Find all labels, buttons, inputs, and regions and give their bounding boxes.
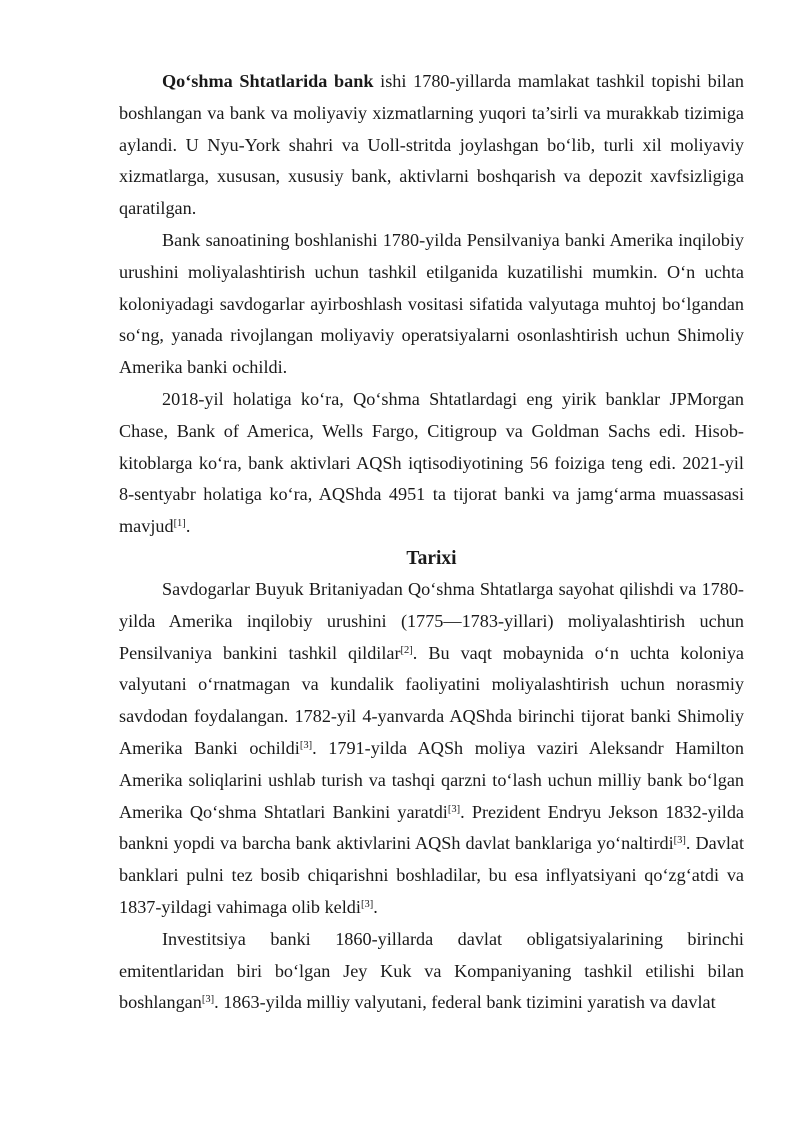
paragraph-text: . Prezident Endryu Jekson 1832-yilda bankni yopdi va barcha bank aktivlarini AQSh davlat banklariga yo‘naltirdi [119, 801, 744, 854]
paragraph-text: . Bu vaqt mobaynida o‘n uchta koloniya valyutani o‘rnatmagan va kundalik faoliyatini moliyalashtirish uchun norasmiy savdodan foydalangan. 1782-yil 4-yanvarda AQShda birinchi tijorat banki Shimoliy Amerika Banki ochildi [119, 642, 744, 758]
footnote-ref[interactable]: [3] [299, 739, 313, 751]
paragraph-history-1 [119, 574, 744, 924]
paragraph-text: . 1863-yilda milliy valyutani, federal bank tizimini yaratish va davlat [214, 992, 716, 1013]
paragraph-text: . [373, 896, 378, 917]
footnote-ref[interactable]: [1] [173, 518, 186, 530]
footnote-ref[interactable]: [3] [447, 803, 461, 815]
paragraph-text: Bank sanoatining boshlanishi 1780-yilda Pensilvaniya banki Amerika inqilobiy urushini moliyalashtirish uchun tashkil etilganida kuzatilishi mumkin. O‘n uchta koloniyadagi savdogarlar ayirboshlash vositasi sifatida valyutaga muhtoj bo‘lgandan so‘ng, yanada rivojlangan moliyaviy operatsiyalarni osonlashtirish uchun Shimoliy Amerika banki ochildi. [119, 229, 744, 378]
paragraph-bank-industry [119, 225, 744, 384]
footnote-ref[interactable]: [3] [201, 994, 215, 1006]
bold-lead: Qo‘shma Shtatlarida bank [162, 71, 374, 91]
paragraph-largest-banks [119, 384, 744, 543]
paragraph-text: Savdogarlar Buyuk Britaniyadan Qo‘shma Shtatlarga sayohat qilishdi va 1780-yilda Amerika inqilobiy urushini (1775—1783-yillari) moliyalashtirish uchun Pensilvaniya bankini tashkil qildilar [119, 578, 744, 663]
section-heading: Tarixi [406, 547, 457, 569]
footnote-ref[interactable]: [2] [400, 644, 413, 656]
paragraph-text: . 1791-yilda AQSh moliya vaziri Aleksandr Hamilton Amerika soliqlarini ushlab turish va tashqi qarzni to‘lash uchun milliy bank bo‘lgan Amerika Qo‘shma Shtatlari Bankini yaratdi [119, 737, 744, 822]
paragraph-text: Investitsiya banki 1860-yillarda davlat obligatsiyalarining birinchi emitentlaridan biri bo‘lgan Jey Kuk va Kompaniyaning tashkil etilishi bilan boshlangan [119, 928, 744, 1013]
paragraph-history-2 [119, 924, 744, 1019]
footnote-ref[interactable]: [3] [360, 898, 374, 910]
footnote-ref[interactable]: [3] [673, 835, 686, 847]
paragraph-text: ishi 1780-yillarda mamlakat tashkil topishi bilan boshlangan va bank va moliyaviy xizmatlarning yuqori ta’sirli va murakkab tizimiga aylandi. U Nyu-York shahri va Uoll-stritda joylashgan bo‘lib, turli xil moliyaviy xizmatlarga, xususan, xususiy bank, aktivlarni boshqarish va depozit xavfsizligiga qaratilgan. [119, 71, 744, 219]
paragraph-text: . Davlat banklari pulni tez bosib chiqarishni boshladilar, bu esa inflyatsiyani qo‘zg‘atdi va 1837-yildagi vahimaga olib keldi [119, 833, 744, 917]
paragraph-text: 2018-yil holatiga ko‘ra, Qo‘shma Shtatlardagi eng yirik banklar JPMorgan Chase, Bank of America, Wells Fargo, Citigroup va Goldman Sachs edi. Hisob-kitoblarga ko‘ra, bank aktivlari AQSh iqtisodiyotining 56 foiziga teng edi. 2021-yil 8-sentyabr holatiga ko‘ra, AQShda 4951 ta tijorat banki va jamg‘arma muassasasi mavjud [119, 388, 744, 537]
paragraph-tail: . [185, 516, 191, 537]
paragraph-intro [119, 66, 744, 225]
